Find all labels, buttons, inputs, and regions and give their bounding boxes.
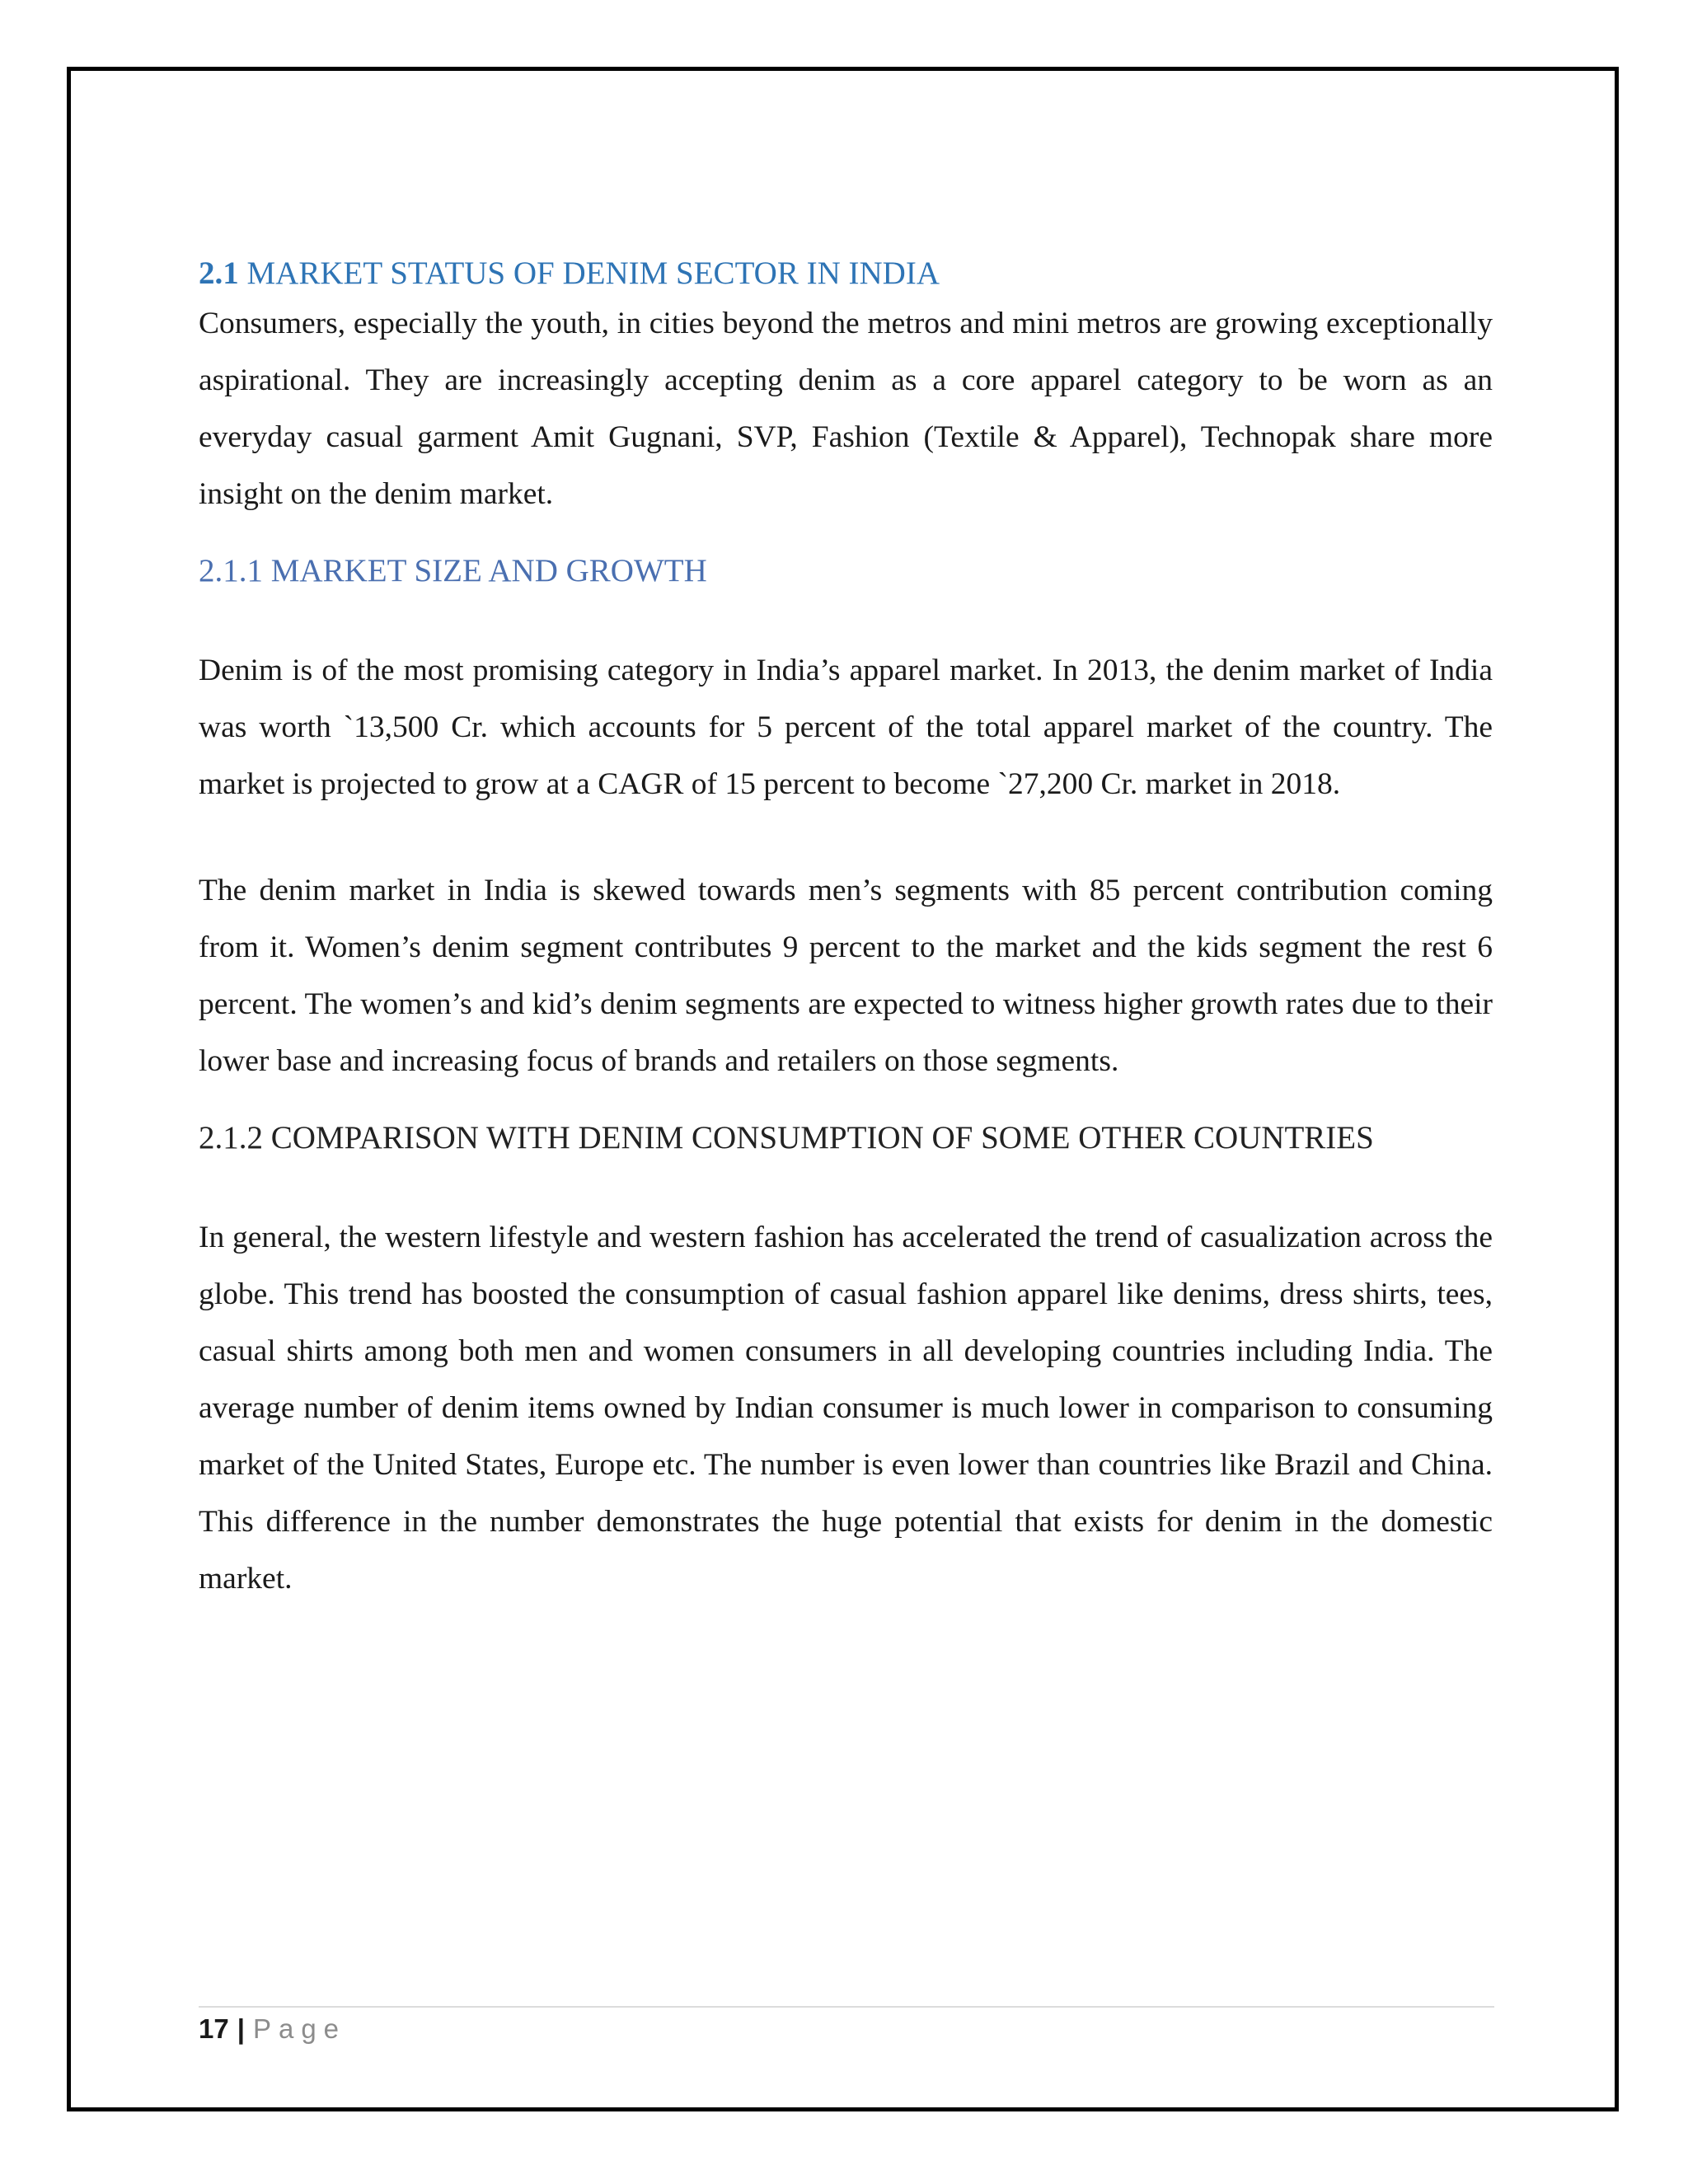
section-2-1-paragraph: Consumers, especially the youth, in cities beyond the metros and mini metros are growing exceptionally aspirational. They are increasingly accepting denim as a core apparel category to be worn as an everyday casual garment Amit Gugnani, SVP, Fashion (Textile & Apparel), Technopak share more insight on the denim market.	[199, 307, 1493, 511]
page-label: Page	[252, 2013, 347, 2044]
footer-rule	[199, 2006, 1494, 2008]
section-2-1-2-heading: 2.1.2 COMPARISON WITH DENIM CONSUMPTION OF SOME OTHER COUNTRIES	[199, 1120, 1374, 1155]
section-2-1-1-heading: 2.1.1 MARKET SIZE AND GROWTH	[199, 553, 707, 588]
document-body	[199, 252, 1493, 1607]
section-2-1-title: MARKET STATUS OF DENIM SECTOR IN INDIA	[246, 255, 940, 291]
section-2-1-heading	[199, 252, 1493, 295]
market-size-paragraph: Denim is of the most promising category in India’s apparel market. In 2013, the denim market of India was worth `13,500 Cr. which accounts for 5 percent of the total apparel market of the country. The market is projected to grow at a CAGR of 15 percent to become `27,200 Cr. market in 2018.	[199, 654, 1493, 801]
page-number: 17	[199, 2013, 229, 2044]
section-2-1-number: 2.1	[199, 255, 239, 291]
section-2-1-2-paragraph: In general, the western lifestyle and western fashion has accelerated the trend of casualization across the globe. This trend has boosted the consumption of casual fashion apparel like denims, dress shirts, tees, casual shirts among both men and women consumers in all developing countries including India. The average number of denim items owned by Indian consumer is much lower in comparison to consuming market of the United States, Europe etc. The number is even lower than countries like Brazil and China. This difference in the number demonstrates the huge potential that exists for denim in the domestic market.	[199, 1221, 1493, 1596]
page-footer	[199, 2011, 346, 2047]
footer-separator: |	[237, 2013, 245, 2044]
segment-share-paragraph: The denim market in India is skewed towards men’s segments with 85 percent contribution coming from it. Women’s denim segment contributes 9 percent to the market and the kids segment the rest 6 percent. The women’s and kid’s denim segments are expected to witness higher growth rates due to their lower base and increasing focus of brands and retailers on those segments.	[199, 874, 1493, 1078]
